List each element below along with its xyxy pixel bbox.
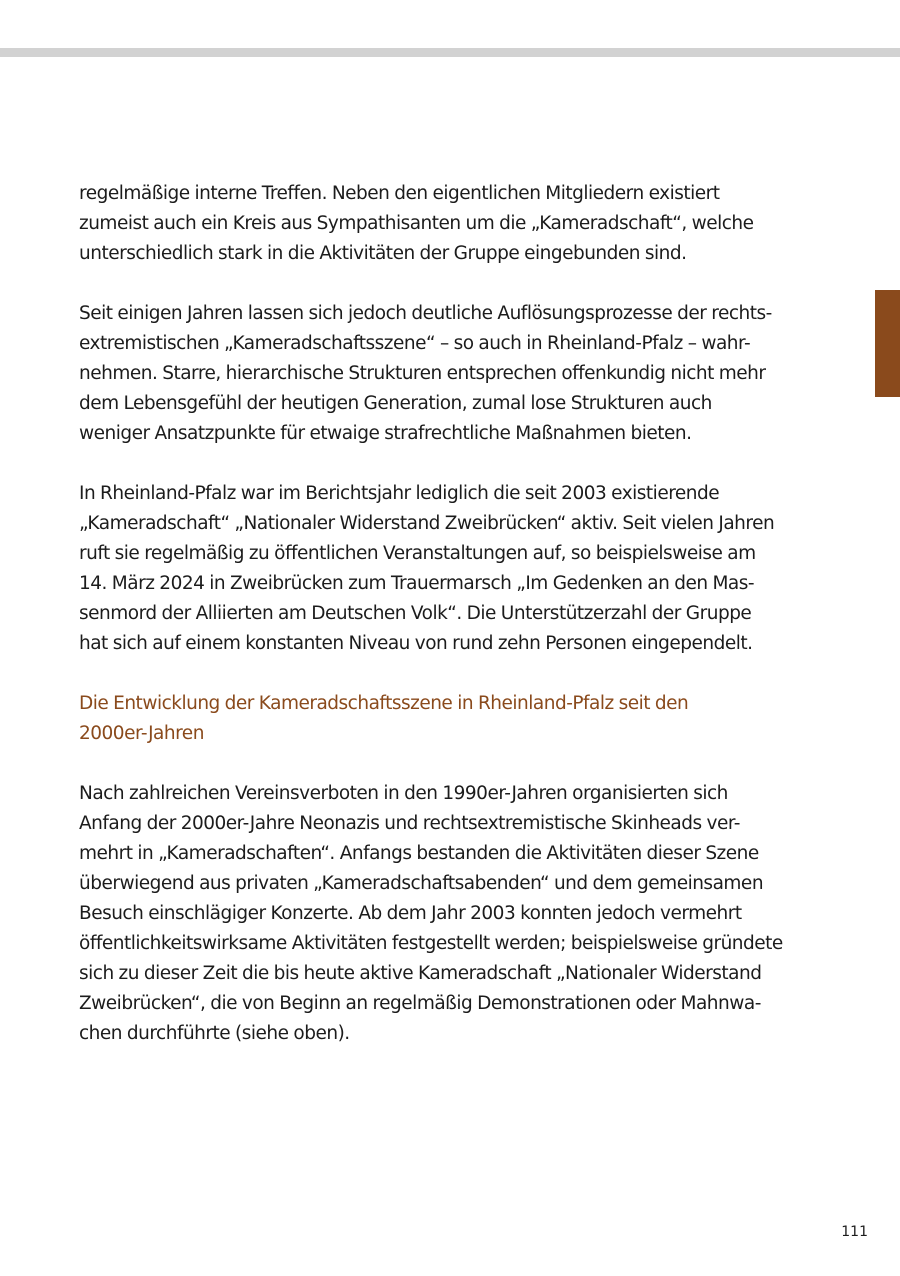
text-line: Besuch einschlägiger Konzerte. Ab dem Jahr 2003 konnten jedoch vermehrt xyxy=(79,903,742,924)
text-line: unterschiedlich stark in die Aktivitäten der Gruppe eingebunden sind. xyxy=(79,243,687,264)
text-line: weniger Ansatzpunkte für etwaige strafrechtliche Maßnahmen bieten. xyxy=(79,423,692,444)
text-line: dem Lebensgefühl der heutigen Generation, zumal lose Strukturen auch xyxy=(79,393,712,414)
text-line: hat sich auf einem konstanten Niveau von rund zehn Personen eingependelt. xyxy=(79,633,753,654)
text-line: zumeist auch ein Kreis aus Sympathisanten um die „Kameradschaft“, welche xyxy=(79,213,754,234)
heading-line: 2000er-Jahren xyxy=(79,723,204,744)
text-line: ruft sie regelmäßig zu öffentlichen Veranstaltungen auf, so beispielsweise am xyxy=(79,543,756,564)
text-line: „Kameradschaft“ „Nationaler Widerstand Zweibrücken“ aktiv. Seit vielen Jahren xyxy=(79,513,775,534)
text-line: sich zu dieser Zeit die bis heute aktive Kameradschaft „Nationaler Widerstand xyxy=(79,963,762,984)
section-paragraph xyxy=(79,779,819,1049)
text-line: mehrt in „Kameradschaften“. Anfangs bestanden die Aktivitäten dieser Szene xyxy=(79,843,759,864)
chapter-tab-marker xyxy=(875,290,900,397)
text-line: nehmen. Starre, hierarchische Strukturen entsprechen offenkundig nicht mehr xyxy=(79,363,766,384)
paragraph-3 xyxy=(79,479,819,659)
text-line: öffentlichkeitswirksame Aktivitäten festgestellt werden; beispielsweise gründete xyxy=(79,933,783,954)
text-line: Zweibrücken“, die von Beginn an regelmäßig Demonstrationen oder Mahnwa- xyxy=(79,993,761,1014)
paragraph-1 xyxy=(79,179,819,269)
text-line: Nach zahlreichen Vereinsverboten in den 1990er-Jahren organisierten sich xyxy=(79,783,728,804)
header-rule xyxy=(0,48,900,57)
heading-line: Die Entwicklung der Kameradschaftsszene in Rheinland-Pfalz seit den xyxy=(79,693,689,714)
text-line: 14. März 2024 in Zweibrücken zum Trauermarsch „Im Gedenken an den Mas- xyxy=(79,573,755,594)
section-heading xyxy=(79,689,819,749)
page-number: 111 xyxy=(841,1224,868,1240)
text-line: extremistischen „Kameradschaftsszene“ – so auch in Rheinland-Pfalz – wahr- xyxy=(79,333,751,354)
text-line: senmord der Alliierten am Deutschen Volk“. Die Unterstützerzahl der Gruppe xyxy=(79,603,752,624)
text-line: regelmäßige interne Treffen. Neben den eigentlichen Mitgliedern existiert xyxy=(79,183,720,204)
text-line: Seit einigen Jahren lassen sich jedoch deutliche Auflösungsprozesse der rechts- xyxy=(79,303,772,324)
text-line: Anfang der 2000er-Jahre Neonazis und rechtsextremistische Skinheads ver- xyxy=(79,813,740,834)
text-line: überwiegend aus privaten „Kameradschaftsabenden“ und dem gemeinsamen xyxy=(79,873,764,894)
text-line: chen durchführte (siehe oben). xyxy=(79,1023,350,1044)
text-line: In Rheinland-Pfalz war im Berichtsjahr lediglich die seit 2003 existierende xyxy=(79,483,720,504)
paragraph-2 xyxy=(79,299,819,449)
page-content xyxy=(79,179,819,1079)
